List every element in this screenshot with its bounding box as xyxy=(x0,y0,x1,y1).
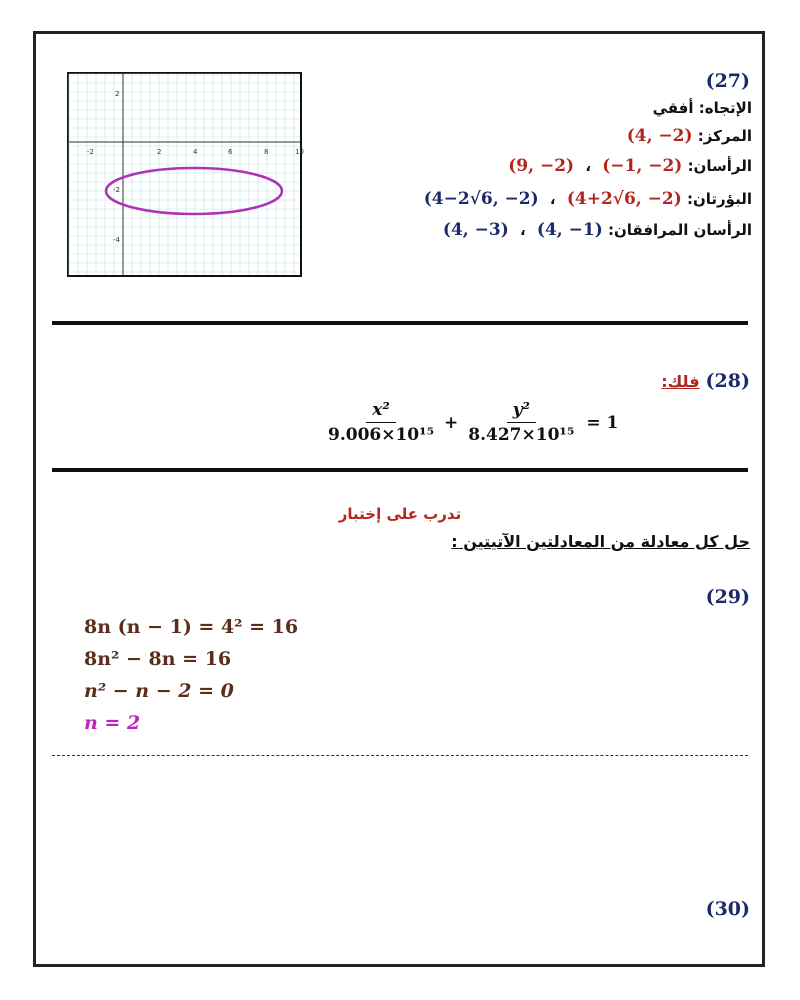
y-fraction xyxy=(462,398,580,447)
orbit-equation xyxy=(322,398,618,447)
solution-line: 8n² − 8n = 16 xyxy=(84,648,232,670)
ellipse-graph xyxy=(67,72,302,277)
y-denominator: 8.427×10¹⁵ xyxy=(468,425,575,445)
question-29-number: (29) xyxy=(705,586,750,608)
separator: ، xyxy=(519,221,526,239)
y-tick-label: -4 xyxy=(113,236,120,244)
x-tick-label: 2 xyxy=(157,148,162,156)
solution-answer: n = 2 xyxy=(84,712,141,734)
foci-label: البؤرتان: xyxy=(686,190,752,208)
vertex-2: (9, −2) xyxy=(508,156,575,176)
x-tick-label: 6 xyxy=(228,148,233,156)
plus-sign: + xyxy=(444,412,459,433)
center-label: المركز: xyxy=(697,127,752,145)
x-tick-label: 4 xyxy=(193,148,198,156)
practice-title: تدرب على إختبار xyxy=(338,505,462,523)
covertex-2: (4, −3) xyxy=(442,220,509,240)
question-28-number: (28) xyxy=(705,370,750,392)
vertices-label: الرأسان: xyxy=(687,157,752,175)
center-value: (4, −2) xyxy=(626,126,693,146)
ellipse-graph-svg xyxy=(69,74,304,275)
direction-value: أفقي xyxy=(652,99,694,117)
x-fraction xyxy=(322,398,440,447)
foci-line xyxy=(424,189,752,209)
section-divider xyxy=(52,321,748,325)
direction-line xyxy=(653,99,752,117)
dash-divider xyxy=(52,755,748,756)
focus-1: (4+2√6, −2) xyxy=(566,189,682,209)
x-denominator: 9.006×10¹⁵ xyxy=(328,425,435,445)
x-tick-label: 8 xyxy=(264,148,269,156)
question-27-number: (27) xyxy=(705,70,750,92)
section-divider xyxy=(52,468,748,472)
x-tick-label: -2 xyxy=(87,148,94,156)
y-tick-label: -2 xyxy=(113,186,120,194)
solution-line: n² − n − 2 = 0 xyxy=(84,680,234,702)
direction-label: الإتجاه: xyxy=(698,99,752,117)
vertices-line xyxy=(508,156,752,176)
separator: ، xyxy=(585,157,592,175)
solution-line: 8n (n − 1) = 4² = 16 xyxy=(84,616,299,638)
y-numerator: y² xyxy=(507,398,536,423)
center-line xyxy=(627,126,752,146)
question-28-label: فلك: xyxy=(661,371,700,391)
covertices-line xyxy=(443,220,752,240)
question-28-header xyxy=(661,370,750,392)
y-tick-label: 2 xyxy=(115,90,120,98)
separator: ، xyxy=(549,190,556,208)
equation-rhs: = 1 xyxy=(586,412,619,433)
x-numerator: x² xyxy=(366,398,396,423)
focus-2: (4−2√6, −2) xyxy=(423,189,539,209)
x-tick-label: 10 xyxy=(295,148,304,156)
practice-instruction: حل كل معادلة من المعادلتين الآتيتين : xyxy=(451,532,750,551)
covertex-1: (4, −1) xyxy=(536,220,603,240)
vertex-1: (−1, −2) xyxy=(602,156,683,176)
covertices-label: الرأسان المرافقان: xyxy=(607,221,752,239)
question-30-number: (30) xyxy=(705,898,750,920)
